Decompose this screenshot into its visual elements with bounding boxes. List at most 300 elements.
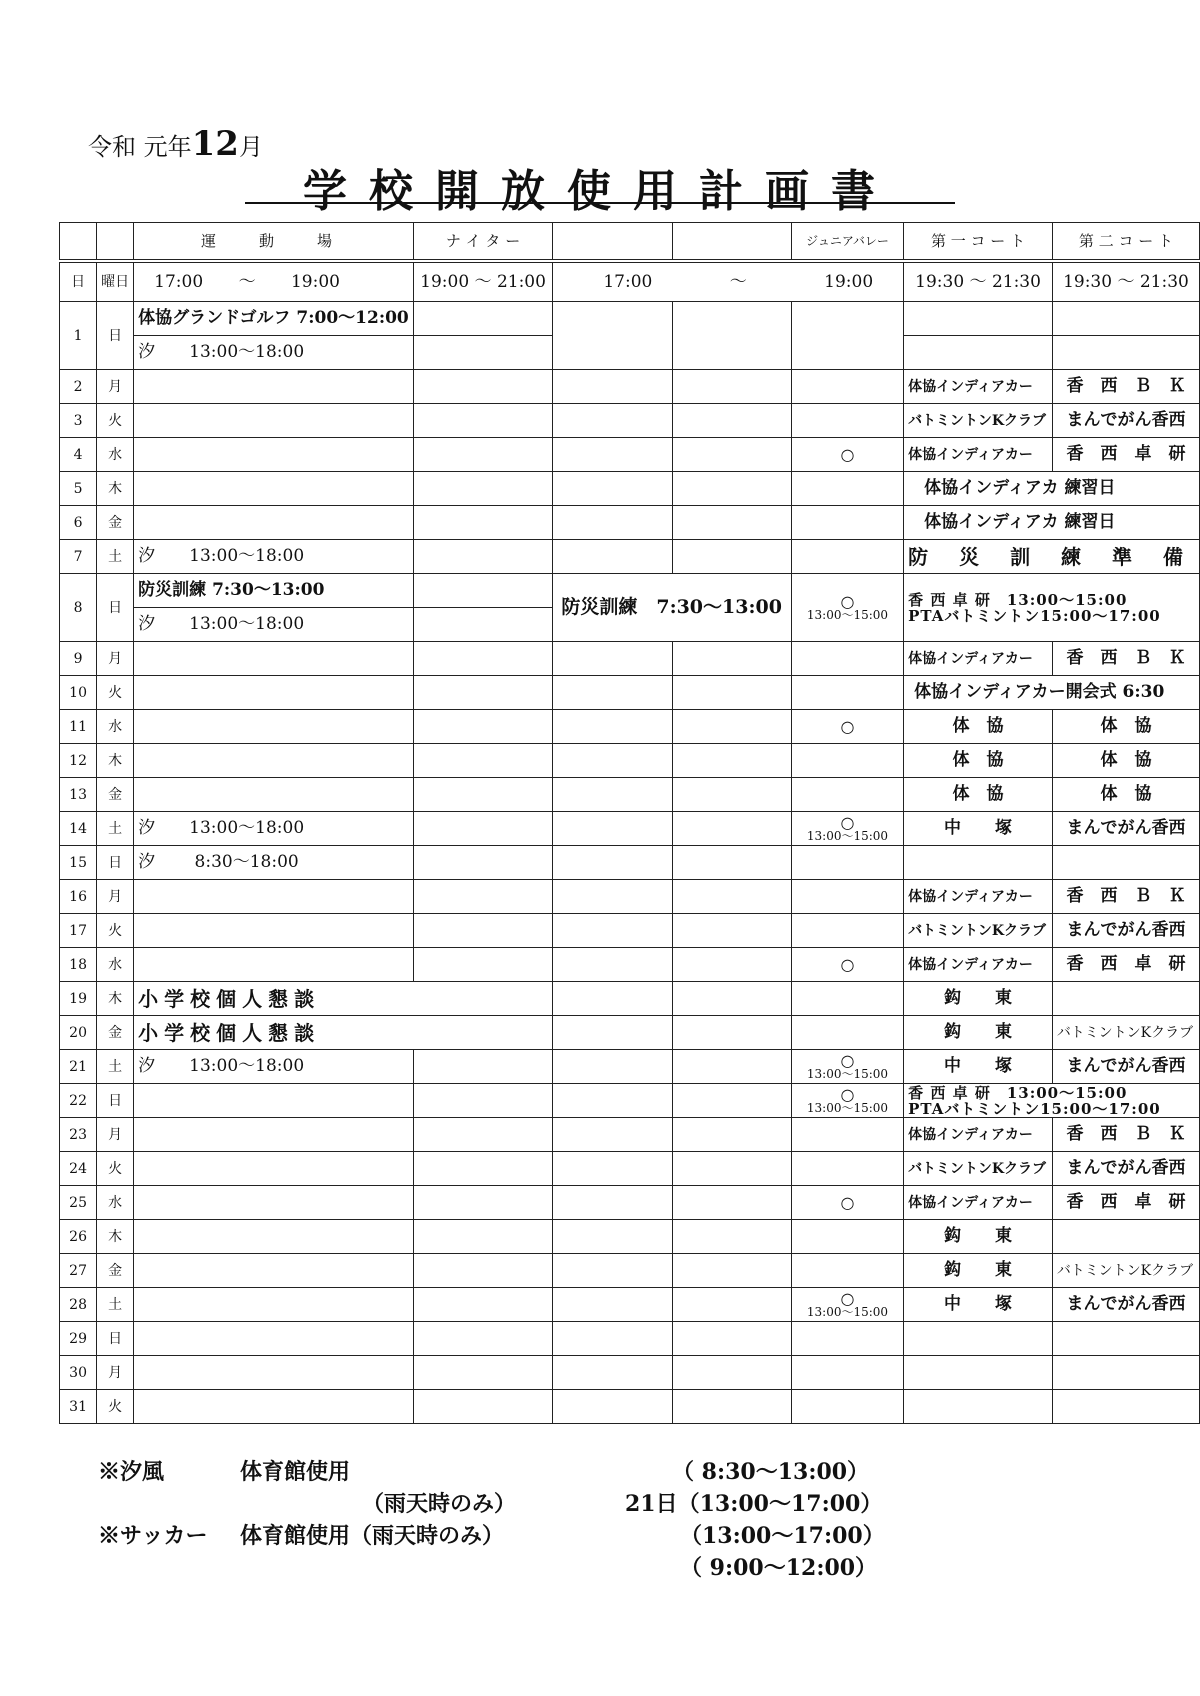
nighter-cell [413, 1118, 553, 1152]
nighter-cell [413, 1220, 553, 1254]
day-number: 25 [60, 1186, 97, 1220]
nighter-cell [413, 710, 553, 744]
court-1-cell: 体協インディアカー [904, 642, 1053, 676]
mid-cell-2 [673, 1322, 792, 1356]
nighter-cell [413, 574, 553, 608]
weekday: 日 [97, 846, 134, 880]
ground-time-end: 19:00 [290, 271, 340, 292]
junior-time: 13:00〜15:00 [806, 828, 889, 843]
junior-circle: ○ [840, 1288, 855, 1308]
ground-school-event: 小学校個人懇談 [134, 1016, 553, 1050]
junior-cell [791, 1050, 903, 1084]
ground-cell [134, 438, 414, 472]
junior-cell [791, 574, 903, 642]
day-number: 26 [60, 1220, 97, 1254]
note-2-label: ※サッカー [98, 1523, 208, 1549]
court-1-cell: 体協インディアカー [904, 1118, 1053, 1152]
court-2-cell [1052, 1390, 1199, 1424]
weekday: 日 [97, 1322, 134, 1356]
court-span-line: 香 西 卓 研 13:00〜15:00 [908, 590, 1128, 609]
weekday: 日 [97, 1084, 134, 1118]
mid-cell-1 [553, 506, 673, 540]
court-span-cell [904, 574, 1200, 642]
court-1-cell: 鈎 東 [904, 1016, 1053, 1050]
ground-cell [134, 1152, 414, 1186]
weekday: 金 [97, 1254, 134, 1288]
court-2-cell: まんでがん香西 [1052, 1288, 1199, 1322]
month-suffix: 月 [238, 133, 263, 161]
ground-school-event: 小学校個人懇談 [134, 982, 553, 1016]
court-span-line: PTAバトミントン15:00〜17:00 [908, 606, 1161, 625]
ground-cell [134, 1084, 414, 1118]
court-1-cell: 体協インディアカー [904, 1186, 1053, 1220]
day-number: 31 [60, 1390, 97, 1424]
ground-cell: 汐 13:00〜18:00 [134, 812, 414, 846]
mid-cell-1 [553, 472, 673, 506]
junior-cell [791, 846, 903, 880]
court-2-cell: まんでがん香西 [1052, 1152, 1199, 1186]
day-row [60, 676, 1200, 710]
mid-time-start: 17:00 [603, 271, 653, 292]
mid-cell-2 [673, 370, 792, 404]
mid-cell-1 [553, 880, 673, 914]
day-number: 20 [60, 1016, 97, 1050]
nighter-cell [413, 812, 553, 846]
junior-cell [791, 370, 903, 404]
court-1-cell [904, 336, 1053, 370]
mid-cell-1 [553, 812, 673, 846]
junior-cell [791, 676, 903, 710]
mid-cell-2 [673, 812, 792, 846]
court-2-cell [1052, 336, 1199, 370]
ground-cell [134, 1356, 414, 1390]
junior-time: 13:00〜15:00 [806, 607, 889, 622]
nighter-cell [413, 472, 553, 506]
weekday: 土 [97, 812, 134, 846]
court-2-cell: バトミントンKクラブ [1052, 1016, 1199, 1050]
day-row [60, 540, 1200, 574]
junior-cell [791, 948, 903, 982]
weekday: 土 [97, 1050, 134, 1084]
junior-circle: ○ [840, 812, 855, 832]
day-number: 27 [60, 1254, 97, 1288]
day-header: 日 [60, 261, 97, 302]
mid-cell-1 [553, 642, 673, 676]
nighter-cell [413, 336, 553, 370]
junior-time: 13:00〜15:00 [806, 1100, 889, 1115]
court-2-cell: バトミントンKクラブ [1052, 1254, 1199, 1288]
nighter-cell [413, 1152, 553, 1186]
ground-cell [134, 370, 414, 404]
court-2-cell: 体 協 [1052, 710, 1199, 744]
mid-cell-2 [673, 438, 792, 472]
ground-time [134, 261, 414, 302]
day-row [60, 642, 1200, 676]
day-row [60, 1322, 1200, 1356]
mid-cell-2 [673, 1186, 792, 1220]
junior-cell [791, 1288, 903, 1322]
ground-cell [134, 914, 414, 948]
weekday: 水 [97, 710, 134, 744]
court-1-cell [904, 1390, 1053, 1424]
junior-cell [791, 404, 903, 438]
nighter-cell [413, 540, 553, 574]
court-1-cell [904, 302, 1053, 336]
junior-cell [791, 1254, 903, 1288]
court-2-cell: 香 西 Ｂ Ｋ [1052, 642, 1199, 676]
title-underline [245, 202, 955, 204]
header-blank [673, 223, 792, 262]
mid-cell-1 [553, 710, 673, 744]
mid-cell-1 [553, 1322, 673, 1356]
day-row [60, 1152, 1200, 1186]
note-2-time: （13:00〜17:00） [680, 1523, 885, 1549]
nighter-cell [413, 642, 553, 676]
day-number: 4 [60, 438, 97, 472]
day-row [60, 880, 1200, 914]
ground-cell [134, 676, 414, 710]
junior-cell [791, 812, 903, 846]
weekday: 木 [97, 982, 134, 1016]
ground-cell [134, 710, 414, 744]
mid-cell-2 [673, 404, 792, 438]
junior-cell [791, 710, 903, 744]
day-number: 10 [60, 676, 97, 710]
mid-cell-1 [553, 846, 673, 880]
mid-cell-1 [553, 676, 673, 710]
court-1-cell: 体 協 [904, 778, 1053, 812]
nighter-cell [413, 1254, 553, 1288]
court-2-cell: 香 西 Ｂ Ｋ [1052, 370, 1199, 404]
junior-cell [791, 506, 903, 540]
nighter-cell [413, 1288, 553, 1322]
junior-cell [791, 642, 903, 676]
day-row [60, 778, 1200, 812]
mid-cell-1 [553, 1220, 673, 1254]
nighter-cell [413, 370, 553, 404]
weekday: 火 [97, 1390, 134, 1424]
court-2-time: 19:30 〜 21:30 [1052, 261, 1199, 302]
mid-cell-2 [673, 880, 792, 914]
weekday: 日 [97, 574, 134, 642]
weekday: 月 [97, 880, 134, 914]
court-1-cell: 体協インディアカー [904, 438, 1053, 472]
mid-cell-1 [553, 1356, 673, 1390]
weekday: 水 [97, 438, 134, 472]
mid-cell-2 [673, 1118, 792, 1152]
mid-cell-1 [553, 302, 673, 370]
day-number: 24 [60, 1152, 97, 1186]
day-row [60, 1254, 1200, 1288]
day-row [60, 846, 1200, 880]
mid-cell-2 [673, 1390, 792, 1424]
court-1-cell: 鈎 東 [904, 1254, 1053, 1288]
mid-cell-2 [673, 472, 792, 506]
nighter-cell [413, 1390, 553, 1424]
weekday: 火 [97, 404, 134, 438]
weekday: 火 [97, 1152, 134, 1186]
header-ground: 運 動 場 [134, 223, 414, 262]
junior-cell [791, 1084, 903, 1118]
mid-cell-2 [673, 302, 792, 370]
day-number: 9 [60, 642, 97, 676]
court-1-cell: 体 協 [904, 744, 1053, 778]
time-row [60, 261, 1200, 302]
weekday: 金 [97, 778, 134, 812]
nighter-cell [413, 914, 553, 948]
mid-cell-1 [553, 1254, 673, 1288]
mid-cell-1 [553, 982, 673, 1016]
court-2-cell [1052, 1220, 1199, 1254]
note-1-label: ※汐風 [98, 1459, 165, 1485]
ground-time-start: 17:00 [154, 271, 204, 292]
court-2-cell [1052, 1356, 1199, 1390]
court-1-cell: 体 協 [904, 710, 1053, 744]
ground-cell [134, 404, 414, 438]
ground-cell: 汐 13:00〜18:00 [134, 1050, 414, 1084]
day-number: 11 [60, 710, 97, 744]
weekday: 土 [97, 540, 134, 574]
mid-cell-2 [673, 1084, 792, 1118]
note-1-sub-time: 21日（13:00〜17:00） [625, 1491, 883, 1517]
court-span-cell: 体協インディアカー開会式 6:30 [904, 676, 1200, 710]
ground-cell: 体協グランドゴルフ 7:00〜12:00 [134, 302, 414, 336]
mid-cell-2 [673, 1288, 792, 1322]
ground-cell: 汐 13:00〜18:00 [134, 608, 414, 642]
junior-cell [791, 472, 903, 506]
junior-cell [791, 1390, 903, 1424]
mid-cell-2 [673, 914, 792, 948]
header-blank [60, 223, 97, 262]
court-1-cell: 鈎 東 [904, 1220, 1053, 1254]
note-1-sub: （雨天時のみ） [362, 1491, 517, 1517]
weekday-header: 曜日 [97, 261, 134, 302]
mid-cell-1 [553, 1050, 673, 1084]
note-1-time: （ 8:30〜13:00） [672, 1459, 870, 1485]
day-number: 8 [60, 574, 97, 642]
junior-cell [791, 302, 903, 370]
weekday: 日 [97, 302, 134, 370]
court-1-cell [904, 1356, 1053, 1390]
court-1-cell [904, 846, 1053, 880]
day-row [60, 1356, 1200, 1390]
mid-event-cell: 防災訓練 7:30〜13:00 [553, 574, 791, 642]
nighter-cell [413, 846, 553, 880]
nighter-cell [413, 1050, 553, 1084]
court-1-cell [904, 1322, 1053, 1356]
mid-cell-1 [553, 438, 673, 472]
day-row [60, 574, 1200, 608]
nighter-cell [413, 404, 553, 438]
court-2-cell: まんでがん香西 [1052, 812, 1199, 846]
mid-cell-1 [553, 370, 673, 404]
mid-cell-1 [553, 914, 673, 948]
nighter-cell [413, 1356, 553, 1390]
day-row [60, 472, 1200, 506]
junior-circle: ○ [840, 1084, 855, 1104]
day-row [60, 914, 1200, 948]
junior-circle: ○ [840, 591, 855, 611]
day-number: 15 [60, 846, 97, 880]
day-row [60, 812, 1200, 846]
nighter-cell [413, 880, 553, 914]
mid-cell-2 [673, 778, 792, 812]
day-number: 13 [60, 778, 97, 812]
weekday: 月 [97, 642, 134, 676]
day-row [60, 1186, 1200, 1220]
junior-circle: ○ [840, 717, 855, 736]
mid-cell-1 [553, 1288, 673, 1322]
day-number: 16 [60, 880, 97, 914]
nighter-cell [413, 948, 553, 982]
mid-cell-2 [673, 948, 792, 982]
mid-cell-1 [553, 1016, 673, 1050]
day-number: 7 [60, 540, 97, 574]
ground-cell: 汐 13:00〜18:00 [134, 336, 414, 370]
era-date [88, 124, 263, 164]
court-2-cell: 香 西 卓 研 [1052, 948, 1199, 982]
ground-cell [134, 1322, 414, 1356]
ground-cell [134, 880, 414, 914]
day-row [60, 1084, 1200, 1118]
mid-cell-2 [673, 744, 792, 778]
junior-cell [791, 778, 903, 812]
mid-cell-2 [673, 710, 792, 744]
weekday: 水 [97, 948, 134, 982]
day-number: 22 [60, 1084, 97, 1118]
junior-cell [791, 744, 903, 778]
day-row [60, 982, 1200, 1016]
mid-time-tilde: 〜 [729, 271, 747, 292]
nighter-cell [413, 1322, 553, 1356]
weekday: 火 [97, 676, 134, 710]
mid-cell-2 [673, 1050, 792, 1084]
ground-cell [134, 744, 414, 778]
day-number: 6 [60, 506, 97, 540]
header-junior-volley: ジュニアバレー [791, 223, 903, 262]
ground-cell [134, 1254, 414, 1288]
junior-cell [791, 1356, 903, 1390]
court-span-line: PTAバトミントン15:00〜17:00 [908, 1099, 1161, 1118]
court-2-cell: 香 西 Ｂ Ｋ [1052, 1118, 1199, 1152]
court-1-cell: 中 塚 [904, 1050, 1053, 1084]
day-number: 23 [60, 1118, 97, 1152]
junior-circle: ○ [840, 1050, 855, 1070]
weekday: 月 [97, 1356, 134, 1390]
mid-cell-2 [673, 982, 792, 1016]
court-1-cell: バトミントンKクラブ [904, 914, 1053, 948]
court-1-time: 19:30 〜 21:30 [904, 261, 1053, 302]
mid-cell-1 [553, 1152, 673, 1186]
court-2-cell: 体 協 [1052, 778, 1199, 812]
junior-cell [791, 1220, 903, 1254]
mid-cell-2 [673, 642, 792, 676]
ground-cell [134, 642, 414, 676]
junior-time: 13:00〜15:00 [806, 1304, 889, 1319]
day-row [60, 1118, 1200, 1152]
mid-cell-2 [673, 676, 792, 710]
court-1-cell: 体協インディアカー [904, 948, 1053, 982]
court-2-cell [1052, 846, 1199, 880]
court-2-cell [1052, 1322, 1199, 1356]
weekday: 水 [97, 1186, 134, 1220]
day-row [60, 710, 1200, 744]
day-row [60, 438, 1200, 472]
court-1-cell: バトミントンKクラブ [904, 1152, 1053, 1186]
day-number: 12 [60, 744, 97, 778]
court-2-cell: 体 協 [1052, 744, 1199, 778]
mid-cell-1 [553, 1084, 673, 1118]
day-row [60, 1288, 1200, 1322]
day-number: 19 [60, 982, 97, 1016]
nighter-cell [413, 506, 553, 540]
court-2-cell [1052, 982, 1199, 1016]
ground-time-tilde: 〜 [238, 271, 256, 292]
column-header-row [60, 223, 1200, 262]
mid-cell-1 [553, 1390, 673, 1424]
junior-circle: ○ [840, 445, 855, 464]
day-number: 1 [60, 302, 97, 370]
court-2-cell: まんでがん香西 [1052, 404, 1199, 438]
court-1-cell: 中 塚 [904, 812, 1053, 846]
ground-cell [134, 1220, 414, 1254]
nighter-cell [413, 676, 553, 710]
schedule-table [59, 222, 1200, 1424]
nighter-cell [413, 438, 553, 472]
ground-cell [134, 472, 414, 506]
day-row [60, 1016, 1200, 1050]
day-row [60, 370, 1200, 404]
weekday: 土 [97, 1288, 134, 1322]
era-label: 令和 元年 [88, 133, 192, 161]
month-number: 12 [191, 124, 239, 164]
mid-time-end: 19:00 [824, 271, 874, 292]
junior-cell [791, 438, 903, 472]
junior-cell [791, 914, 903, 948]
day-number: 2 [60, 370, 97, 404]
day-row [60, 302, 1200, 336]
ground-cell: 汐 13:00〜18:00 [134, 540, 414, 574]
court-1-cell: 鈎 東 [904, 982, 1053, 1016]
header-blank [553, 223, 673, 262]
court-2-cell: まんでがん香西 [1052, 914, 1199, 948]
court-1-cell: 体協インディアカー [904, 880, 1053, 914]
note-2-time-2: （ 9:00〜12:00） [680, 1555, 878, 1581]
day-row [60, 1050, 1200, 1084]
ground-cell: 汐 8:30〜18:00 [134, 846, 414, 880]
day-number: 18 [60, 948, 97, 982]
mid-cell-1 [553, 540, 673, 574]
header-nighter: ナ イ タ ー [413, 223, 553, 262]
day-row [60, 1220, 1200, 1254]
day-number: 30 [60, 1356, 97, 1390]
court-2-cell: 香 西 卓 研 [1052, 1186, 1199, 1220]
weekday: 月 [97, 370, 134, 404]
note-1-text: 体育館使用 [240, 1459, 351, 1485]
court-1-cell: 体協インディアカー [904, 370, 1053, 404]
mid-cell-2 [673, 1254, 792, 1288]
mid-cell-2 [673, 846, 792, 880]
ground-cell [134, 948, 414, 982]
junior-circle: ○ [840, 955, 855, 974]
junior-circle: ○ [840, 1193, 855, 1212]
court-span-cell: 体協インディアカ 練習日 [904, 472, 1200, 506]
day-row [60, 948, 1200, 982]
day-number: 5 [60, 472, 97, 506]
mid-cell-2 [673, 1220, 792, 1254]
junior-cell [791, 1016, 903, 1050]
nighter-cell [413, 1084, 553, 1118]
